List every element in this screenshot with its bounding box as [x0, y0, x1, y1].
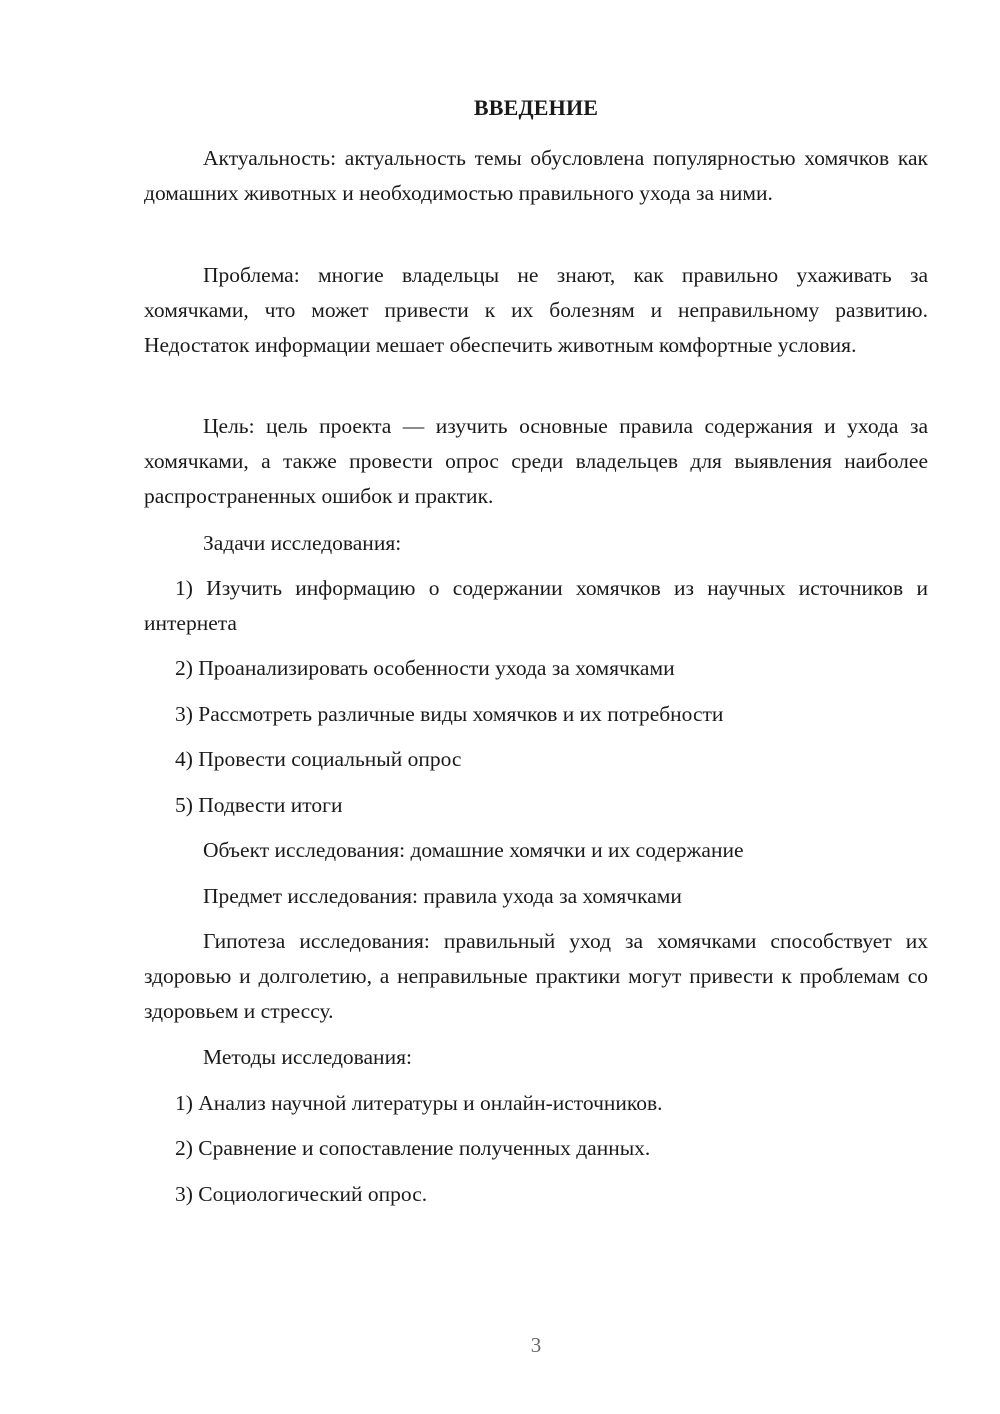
- goal-paragraph: Цель: цель проекта — изучить основные правила содержания и ухода за хомячками, а также провести опрос среди владельцев для выявления наиболее распространенных ошибок и практик.: [144, 414, 928, 508]
- subject-paragraph: Предмет исследования: правила ухода за хомячками: [203, 884, 682, 908]
- relevance-paragraph: Актуальность: актуальность темы обусловлена популярностью хомячков как домашних животных и необходимостью правильного ухода за ними.: [144, 146, 928, 205]
- page-title: ВВЕДЕНИЕ: [473, 95, 599, 120]
- task-item-3: 3) Рассмотреть различные виды хомячков и их потребности: [175, 702, 724, 726]
- tasks-heading: Задачи исследования:: [203, 531, 402, 555]
- task-item-2: 2) Проанализировать особенности ухода за хомячками: [175, 656, 675, 680]
- method-item-2: 2) Сравнение и сопоставление полученных данных.: [175, 1136, 651, 1160]
- task-item-1: 1) Изучить информацию о содержании хомячков из научных источников и интернета: [144, 576, 928, 635]
- problem-paragraph: Проблема: многие владельцы не знают, как правильно ухаживать за хомячками, что может привести к их болезням и неправильному развитию. Недостаток информации мешает обеспечить животным комфортные условия.: [144, 263, 928, 357]
- task-item-5: 5) Подвести итоги: [175, 793, 343, 817]
- object-paragraph: Объект исследования: домашние хомячки и их содержание: [203, 838, 744, 862]
- method-item-1: 1) Анализ научной литературы и онлайн-источников.: [175, 1091, 663, 1115]
- methods-heading: Методы исследования:: [203, 1045, 412, 1069]
- task-item-4: 4) Провести социальный опрос: [175, 747, 462, 771]
- page-number: 3: [530, 1333, 542, 1357]
- hypothesis-paragraph: Гипотеза исследования: правильный уход за хомячками способствует их здоровью и долголетию, а неправильные практики могут привести к проблемам со здоровьем и стрессу.: [144, 929, 928, 1023]
- method-item-3: 3) Социологический опрос.: [175, 1182, 428, 1206]
